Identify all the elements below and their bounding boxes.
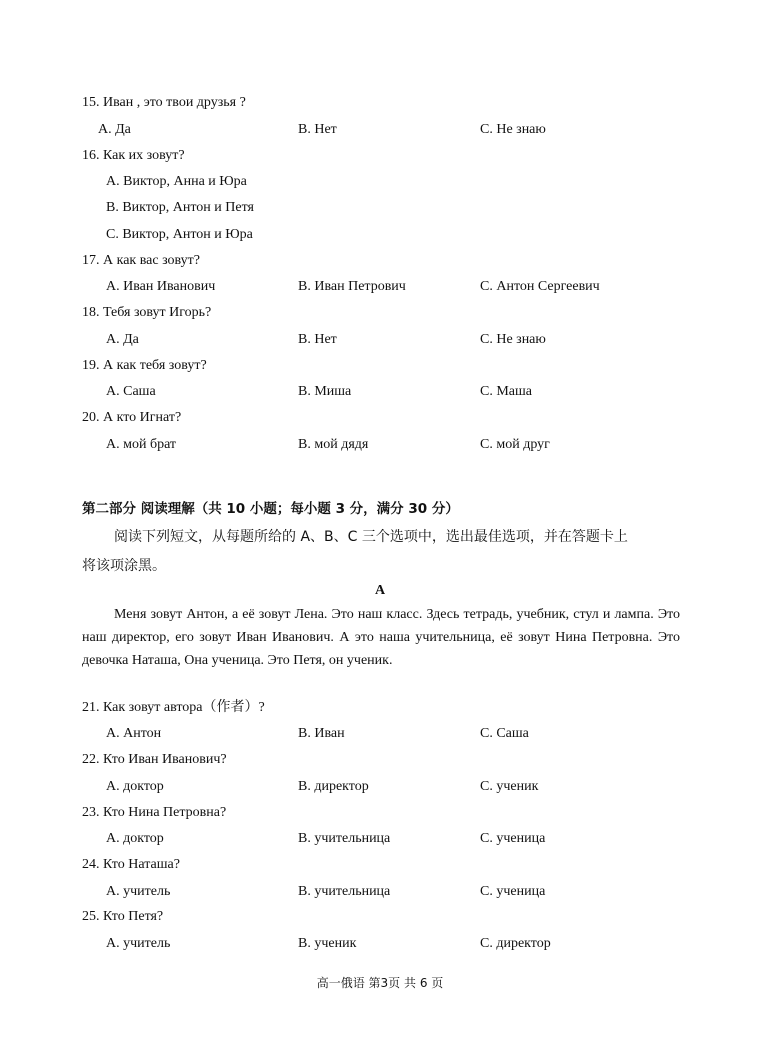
- option-a: A. Да: [98, 122, 131, 137]
- instruction-line-1: 阅读下列短文，从每题所给的 A、B、C 三个选项中，选出最佳选项，并在答题卡上: [114, 529, 628, 545]
- option-c: C. Не знаю: [480, 332, 546, 347]
- option-a: A. мой брат: [106, 437, 177, 452]
- question-text: 22. Кто Иван Иванович?: [82, 752, 227, 767]
- option-a: A. Виктор, Анна и Юра: [106, 174, 247, 189]
- option-c: C. ученица: [480, 831, 546, 846]
- option-c: C. Виктор, Антон и Юра: [106, 227, 253, 242]
- option-c: C. ученик: [480, 779, 539, 794]
- question-text: 24. Кто Наташа?: [82, 857, 180, 872]
- option-b: B. учительница: [298, 884, 391, 899]
- option-a: A. Да: [106, 332, 139, 347]
- question-text: 23. Кто Нина Петровна?: [82, 805, 227, 820]
- option-a: A. доктор: [106, 831, 164, 846]
- option-a: A. доктор: [106, 779, 164, 794]
- option-a: A. Саша: [106, 384, 156, 399]
- option-b: B. директор: [298, 779, 369, 794]
- question-text: 16. Как их зовут?: [82, 148, 185, 163]
- option-c: C. Саша: [480, 726, 529, 741]
- option-c: C. Антон Сергеевич: [480, 279, 600, 294]
- option-b: B. Иван: [298, 726, 345, 741]
- question-text: 21. Как зовут автора（作者）?: [82, 700, 265, 715]
- question-text: 15. Иван , это твои друзья ?: [82, 95, 246, 110]
- option-b: B. ученик: [298, 936, 357, 951]
- option-b: B. учительница: [298, 831, 391, 846]
- question-text: 20. А кто Игнат?: [82, 410, 182, 425]
- option-c: C. директор: [480, 936, 551, 951]
- option-b: B. Виктор, Антон и Петя: [106, 200, 254, 215]
- option-b: B. мой дядя: [298, 437, 369, 452]
- instruction-line-2: 将该项涂黑。: [82, 558, 166, 574]
- option-c: C. мой друг: [480, 437, 550, 452]
- question-text: 19. А как тебя зовут?: [82, 358, 207, 373]
- option-b: B. Нет: [298, 332, 337, 347]
- option-c: C. Не знаю: [480, 122, 546, 137]
- option-b: B. Нет: [298, 122, 337, 137]
- option-b: B. Миша: [298, 384, 352, 399]
- passage-label: A: [374, 583, 386, 598]
- question-text: 18. Тебя зовут Игорь?: [82, 305, 212, 320]
- passage-text: Меня зовут Антон, а её зовут Лена. Это наш класс. Здесь тетрадь, учебник, стул и лампа. Это наш директор, его зовут Иван Иванович. А это наша учительница, её зовут Нина Петровна. Это девочка Наташа, Она ученица. Это Петя, он ученик.: [82, 607, 680, 668]
- option-a: A. учитель: [106, 884, 171, 899]
- question-text: 17. А как вас зовут?: [82, 253, 200, 268]
- option-c: C. ученица: [480, 884, 546, 899]
- option-a: A. Антон: [106, 726, 162, 741]
- option-b: B. Иван Петрович: [298, 279, 406, 294]
- option-a: A. Иван Иванович: [106, 279, 216, 294]
- section-heading: 第二部分 阅读理解（共 10 小题；每小题 3 分，满分 30 分）: [82, 501, 459, 517]
- option-a: A. учитель: [106, 936, 171, 951]
- question-text: 25. Кто Петя?: [82, 909, 164, 924]
- page-footer: 高一俄语 第3页 共 6 页: [316, 976, 444, 990]
- reading-passage: [82, 603, 680, 672]
- option-c: C. Маша: [480, 384, 532, 399]
